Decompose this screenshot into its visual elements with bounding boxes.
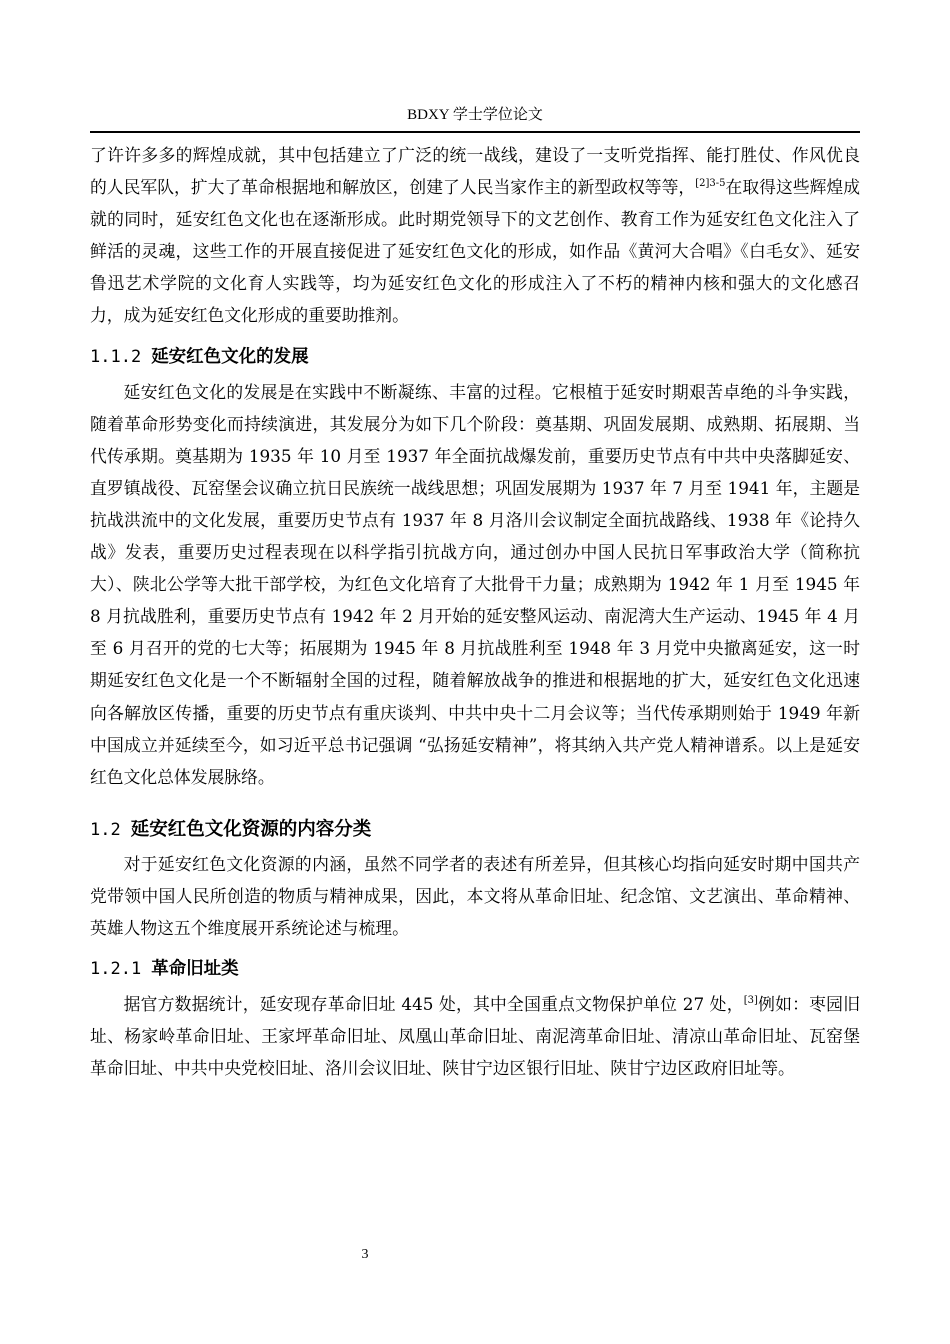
paragraph-classification: 对于延安红色文化资源的内涵，虽然不同学者的表述有所差异，但其核心均指向延安时期中国共产党带领中国人民所创造的物质与精神成果，因此，本文将从革命旧址、纪念馆、文艺演出、革命精神、英雄人物这五个维度展开系统论述与梳理。 — [90, 853, 860, 938]
citation-ref[interactable]: [3] — [743, 995, 758, 1007]
paragraph-text: 在取得这些辉煌成就的同时，延安红色文化也在逐渐形成。此时期党领导下的文艺创作、教育工作为延安红色文化注入了鲜活的灵魂，这些工作的开展直接促进了延安红色文化的形成，如作品《黄河大合唱》《白毛女》、延安鲁迅艺术学院的文化育人实践等，均为延安红色文化的形成注入了不朽的精神内核和强大的文化感召力，成为延安红色文化形成的重要助推剂。 — [90, 177, 860, 326]
section-heading-1-2-1 — [90, 953, 860, 985]
paragraph-continuation — [90, 139, 860, 332]
section-title: 延安红色文化的发展 — [151, 346, 309, 367]
page-number: 3 — [361, 1247, 369, 1262]
section-title: 革命旧址类 — [151, 959, 239, 980]
header-rule — [90, 131, 860, 133]
paragraph-text: 据官方数据统计，延安现存革命旧址 445 处，其中全国重点文物保护单位 27 处， — [123, 994, 744, 1015]
section-number: 1.2.1 — [90, 959, 142, 980]
section-title: 延安红色文化资源的内容分类 — [130, 818, 372, 840]
running-header: BDXY 学士学位论文 — [407, 107, 543, 123]
paragraph-text: 了许许多多的辉煌成就，其中包括建立了广泛的统一战线，建设了一支听党指挥、能打胜仗、作风优良的人民军队，扩大了革命根据地和解放区，创建了人民当家作主的新型政权等等， — [90, 145, 860, 198]
citation-ref[interactable]: [2]3-5 — [695, 178, 726, 190]
page-body — [90, 139, 860, 1084]
section-heading-1-1-2 — [90, 341, 860, 373]
section-number: 1.2 — [90, 819, 121, 840]
section-number: 1.1.2 — [90, 346, 142, 367]
section-heading-1-2 — [90, 813, 860, 847]
paragraph-revolutionary-sites — [90, 988, 860, 1084]
paragraph-text: 例如：枣园旧址、杨家岭革命旧址、王家坪革命旧址、凤凰山革命旧址、南泥湾革命旧址、清凉山革命旧址、瓦窑堡革命旧址、中共中央党校旧址、洛川会议旧址、陕甘宁边区银行旧址、陕甘宁边区政府旧址等。 — [90, 994, 860, 1079]
paragraph-development: 延安红色文化的发展是在实践中不断凝练、丰富的过程。它根植于延安时期艰苦卓绝的斗争实践，随着革命形势变化而持续演进，其发展分为如下几个阶段：奠基期、巩固发展期、成熟期、拓展期、当代传承期。奠基期为 1935 年 10 月至 1937 年全面抗战爆发前，重要历史节点有中共中央落脚延安、直罗镇战役、瓦窑堡会议确立抗日民族统一战线思想；巩固发展期为 1937 年 7 月至 1941 年，主题是抗战洪流中的文化发展，重要历史节点有 1937 年 8 月洛川会议制定全面抗战路线、1938 年《论持久战》发表，重要历史过程表现在以科学指引抗战方向，通过创办中国人民抗日军事政治大学（简称抗大）、陕北公学等大批干部学校，为红色文化培育了大批骨干力量；成熟期为 1942 年 1 月至 1945 年 8 月抗战胜利，重要历史节点有 1942 年 2 月开始的延安整风运动、南泥湾大生产运动、1945 年 4 月至 6 月召开的党的七大等；拓展期为 1945 年 8 月抗战胜利至 1948 年 3 月党中央撤离延安，这一时期延安红色文化是一个不断辐射全国的过程，随着解放战争的推进和根据地的扩大，延安红色文化迅速向各解放区传播，重要的历史节点有重庆谈判、中共中央十二月会议等；当代传承期则始于 1949 年新中国成立并延续至今，如习近平总书记强调 “弘扬延安精神”，将其纳入共产党人精神谱系。以上是延安红色文化总体发展脉络。 — [90, 381, 860, 787]
